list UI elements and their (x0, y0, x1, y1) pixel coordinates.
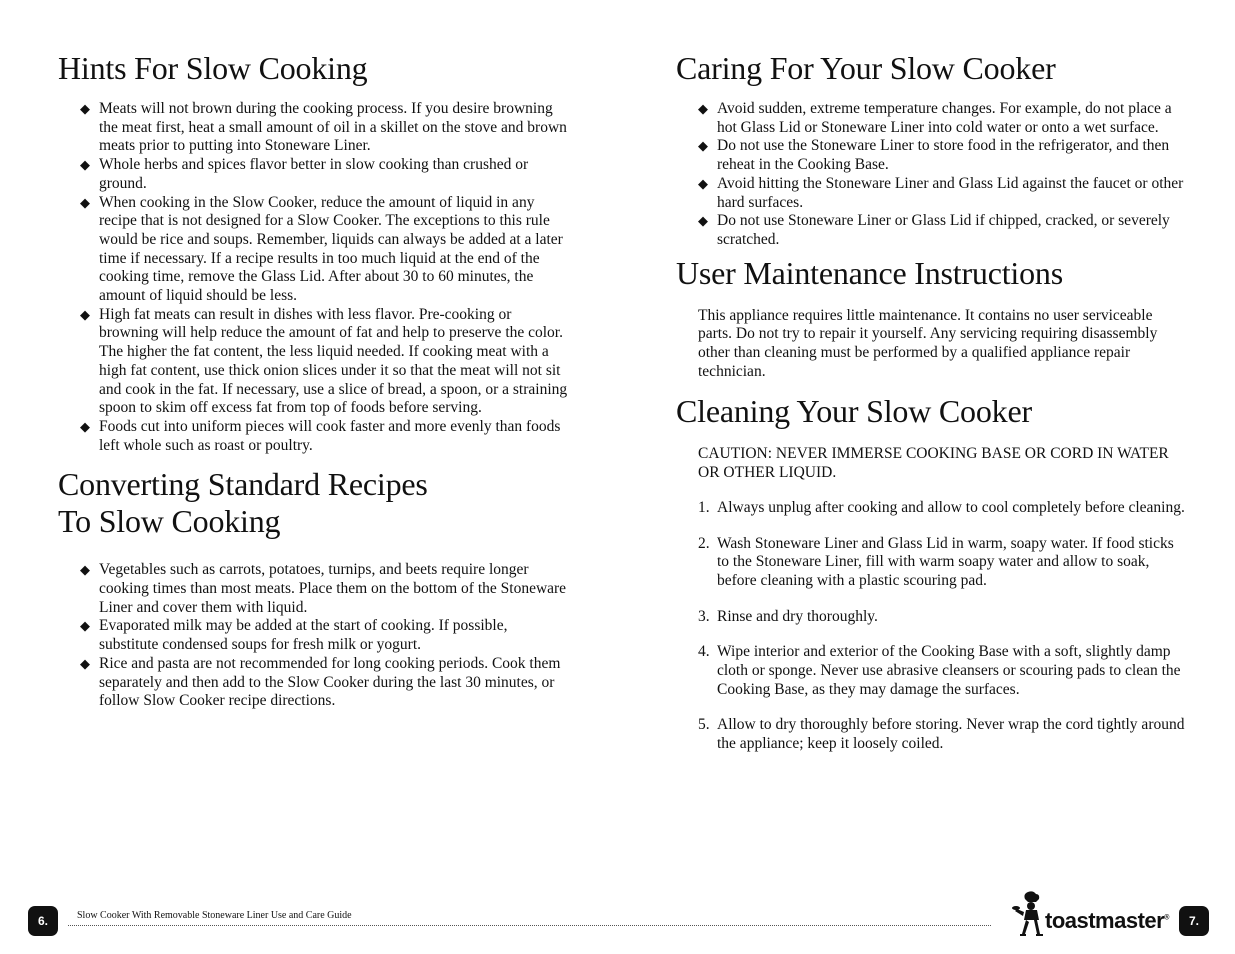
list-item (698, 534, 1186, 591)
cleaning-steps (676, 499, 1186, 754)
list-item: ◆ Avoid sudden, extreme temperature changes. For example, do not place a hot Glass Lid or Stoneware Liner into cold water or onto a wet surface. (717, 100, 1186, 137)
step-number: 1. (698, 498, 710, 516)
step-number: 4. (698, 643, 710, 661)
chef-icon (1012, 890, 1046, 940)
cleaning-heading: Cleaning Your Slow Cooker (676, 393, 1032, 430)
page-number-right: 7. (1179, 906, 1209, 936)
list-item: ◆ Vegetables such as carrots, potatoes, turnips, and beets require longer cooking times than most meats. Place them on the bottom of the Stoneware Liner and cover them with liquid. (99, 561, 568, 617)
left-column (58, 50, 568, 711)
maintenance-text: This appliance requires little maintenance. It contains no user serviceable parts. Do not try to repair it yourself. Any servicing requiring disassembly other than cleaning must be performed by a qualified appliance repair technician. (698, 306, 1158, 380)
list-item: ◆ Avoid hitting the Stoneware Liner and Glass Lid against the faucet or other hard surfaces. (717, 175, 1186, 212)
brand-wordmark: toastmaster (1045, 908, 1165, 933)
brand-name (1045, 908, 1169, 934)
list-item: ◆ When cooking in the Slow Cooker, reduce the amount of liquid in any recipe that is not designed for a Slow Cooker. The exceptions to this rule would be rice and soups. Remember, liquids can always be added at a later time if necessary. If a recipe results in too much liquid at the end of the cooking time, remove the Glass Lid. After about 30 to 60 minutes, the amount of liquid should be less. (99, 194, 568, 306)
list-item (698, 643, 1186, 699)
hints-list (58, 100, 568, 455)
brand-logo (1012, 890, 1172, 940)
converting-heading (58, 466, 568, 540)
list-item: ◆ Do not use Stoneware Liner or Glass Lid if chipped, cracked, or severely scratched. (717, 212, 1186, 249)
hints-heading: Hints For Slow Cooking (58, 50, 368, 86)
caution-text: CAUTION: NEVER IMMERSE COOKING BASE OR CORD IN WATER OR OTHER LIQUID. (698, 445, 1169, 482)
step-text: Always unplug after cooking and allow to cool completely before cleaning. (717, 498, 1185, 516)
guide-title: Slow Cooker With Removable Stoneware Liner Use and Care Guide (77, 910, 352, 921)
converting-list (58, 561, 568, 711)
list-item: ◆ Evaporated milk may be added at the start of cooking. If possible, substitute condensed soups for fresh milk or yogurt. (99, 617, 568, 654)
maintenance-heading: User Maintenance Instructions (676, 254, 1063, 291)
list-item (698, 607, 1186, 627)
page-number-left: 6. (28, 906, 58, 936)
step-text: Wash Stoneware Liner and Glass Lid in warm, soapy water. If food sticks to the Stoneware Liner, fill with warm soapy water and allow to soak, before cleaning with a plastic scouring pad. (717, 534, 1174, 589)
caring-heading: Caring For Your Slow Cooker (676, 50, 1056, 86)
list-item: ◆ Foods cut into uniform pieces will cook faster and more evenly than foods left whole such as roast or poultry. (99, 418, 568, 455)
step-text: Wipe interior and exterior of the Cooking Base with a soft, slightly damp cloth or sponge. Never use abrasive cleansers or scouring pads to clean the Cooking Base, as they may damage the surfaces. (717, 643, 1181, 698)
step-number: 2. (698, 534, 710, 552)
step-number: 5. (698, 716, 710, 734)
step-number: 3. (698, 607, 710, 625)
list-item: ◆ Whole herbs and spices flavor better in slow cooking than crushed or ground. (99, 156, 568, 193)
list-item (698, 498, 1186, 518)
list-item: ◆ Rice and pasta are not recommended for long cooking periods. Cook them separately and then add to the Slow Cooker during the last 30 minutes, or follow Slow Cooker recipe directions. (99, 655, 568, 711)
list-item: ◆ High fat meats can result in dishes with less flavor. Pre-cooking or browning will help reduce the amount of fat and help to preserve the color. The higher the fat content, the less liquid needed. If cooking meat with a high fat content, use thick onion slices under it so that the meat will not sit and cook in the fat. If necessary, use a slice of bread, a spoon, or a straining spoon to skim off excess fat from top of foods before serving. (99, 306, 568, 418)
registered-mark: ® (1164, 914, 1169, 922)
converting-heading-line1: Converting Standard Recipes (58, 466, 428, 503)
caring-list (676, 100, 1186, 250)
footer-divider (68, 925, 991, 926)
converting-heading-line2: To Slow Cooking (58, 503, 281, 540)
list-item: ◆ Do not use the Stoneware Liner to store food in the refrigerator, and then reheat in the Cooking Base. (717, 137, 1186, 174)
step-text: Allow to dry thoroughly before storing. Never wrap the cord tightly around the appliance; keep it loosely coiled. (717, 716, 1185, 753)
step-text: Rinse and dry thoroughly. (717, 607, 878, 625)
list-item: ◆ Meats will not brown during the cooking process. If you desire browning the meat first, heat a small amount of oil in a skillet on the stove and brown meats prior to putting into Stoneware Liner. (99, 100, 568, 156)
list-item (698, 716, 1186, 753)
right-column (676, 50, 1186, 771)
